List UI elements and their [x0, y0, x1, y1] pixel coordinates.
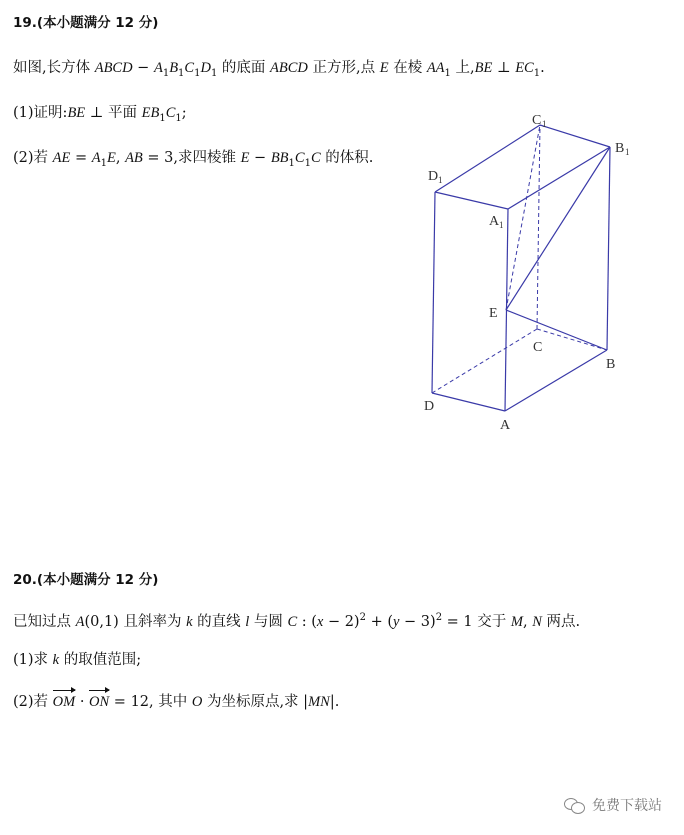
label-A1-sub: 1 [499, 220, 504, 230]
q19-part1: (1)证明:BE ⊥ 平面 $EB_1C_1$; [13, 105, 187, 124]
watermark-text: 免费下载站 [592, 798, 662, 814]
segment-EB [506, 310, 607, 350]
label-E: E [489, 306, 498, 321]
label-D1: D [428, 169, 439, 184]
label-C: C [533, 340, 543, 355]
cuboid-figure [410, 108, 650, 438]
watermark [564, 795, 662, 815]
label-C1-sub: 1 [542, 119, 547, 129]
label-B: B [606, 357, 616, 372]
edge-A1D1 [435, 192, 508, 209]
label-A1: A [489, 214, 500, 229]
q20-part1: (1)求 k 的取值范围; [13, 652, 142, 668]
label-C1: C [532, 113, 542, 128]
label-D1-sub: 1 [438, 175, 443, 185]
edge-B1A1 [508, 147, 610, 209]
label-A: A [500, 418, 511, 433]
q19-heading: 19.(本小题满分 12 分) [13, 15, 159, 31]
segment-EB1 [506, 147, 610, 310]
q20-part2: (2)若 OM · ON = 12, 其中 O 为坐标原点,求 |MN|. [13, 694, 340, 710]
label-B1-sub: 1 [625, 147, 630, 157]
q20-stem: 已知过点 A(0,1) 且斜率为 k 的直线 l 与圆 C : $(x - 2)^2 + (y - 3)^2 = 1$ 交于 M, N 两点. [13, 612, 581, 630]
label-D: D [424, 399, 435, 414]
q20-heading: 20.(本小题满分 12 分) [13, 572, 159, 588]
edge-CC1 [537, 125, 540, 329]
edge-D1D [432, 192, 435, 393]
edge-C1B1 [540, 125, 610, 147]
edge-AB [505, 350, 607, 411]
q19-part2: (2)若 AE = $A_1E$, AB = 3,求四棱锥 $E - BB_1C_1C$ 的体积. [13, 150, 374, 169]
edge-CB [537, 329, 607, 350]
label-B1: B [615, 141, 625, 156]
edge-DA [432, 393, 505, 411]
edge-B1B [607, 147, 610, 350]
edge-DC [432, 329, 537, 393]
wechat-icon [564, 796, 586, 814]
edge-D1C1 [435, 125, 540, 192]
q19-stem: 如图,长方体 ABCD − $A_1B_1C_1D_1$ 的底面 ABCD 正方形,点 E 在棱 $AA_1$ 上,BE ⊥ $EC_1$. [13, 60, 545, 79]
